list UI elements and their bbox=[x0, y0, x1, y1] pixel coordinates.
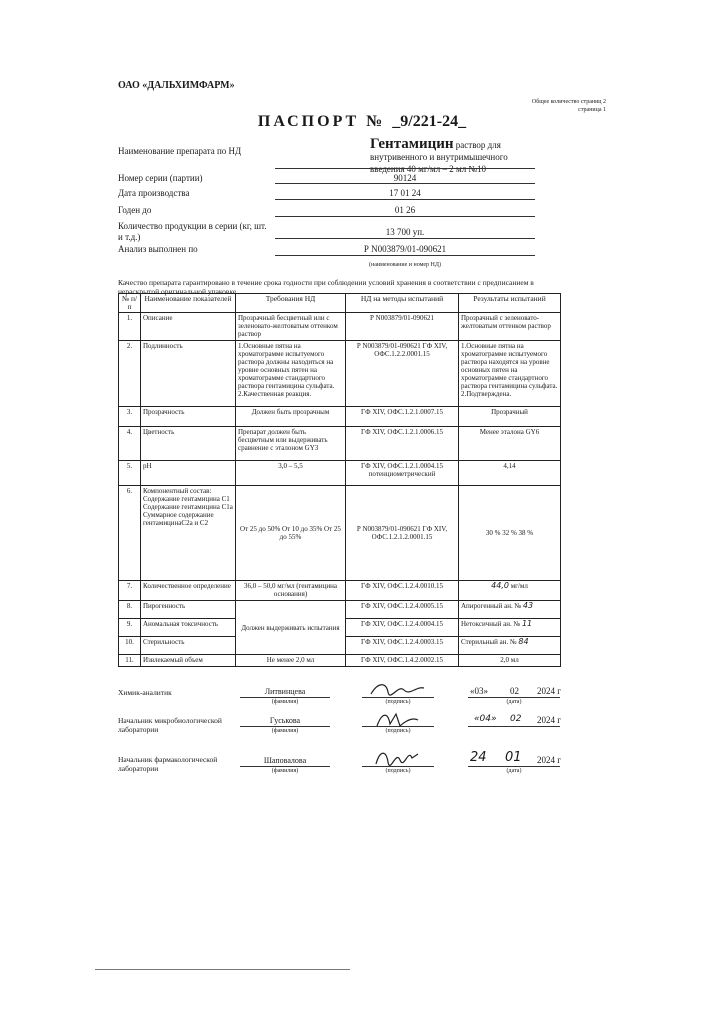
quality-note: Качество препарата гарантировано в течение срока годности при соблюдении условий хранения в соответствии с предписанием в нераскрытой оригинальной упаковке. bbox=[118, 278, 534, 296]
row-name: Аномальная токсичность bbox=[141, 619, 236, 637]
row-result bbox=[459, 619, 561, 637]
table-row bbox=[119, 486, 561, 581]
title-prefix: ПАСПОРТ № bbox=[257, 113, 386, 130]
row-method: ГФ XIV, ОФС.1.2.4.0003.15 bbox=[346, 637, 459, 655]
row-name: Описание bbox=[141, 313, 236, 341]
sig-month: 02 bbox=[510, 714, 522, 724]
result-text: Нетоксичный ан. № bbox=[461, 620, 521, 628]
row-name: Цветность bbox=[141, 427, 236, 461]
table-row bbox=[119, 313, 561, 341]
table-row bbox=[119, 655, 561, 667]
series-value: 90124 bbox=[393, 173, 417, 183]
bottom-line bbox=[95, 969, 350, 970]
name-label: Наименование препарата по НД bbox=[118, 146, 242, 156]
page-info bbox=[532, 98, 606, 114]
drug-description: раствор для внутривенного и внутримышечного введения 40 мг/мл – 2 мл №10 bbox=[370, 140, 508, 174]
row-method: ГФ XIV, ОФС.1.2.4.0010.15 bbox=[346, 581, 459, 601]
row-method: ГФ XIV, ОФС.1.2.1.0004.15 потенциометрический bbox=[346, 461, 459, 486]
row-number: 5. bbox=[119, 461, 141, 486]
row-requirement: Должен выдерживать испытания bbox=[236, 601, 346, 655]
row-number: 2. bbox=[119, 341, 141, 407]
row-requirement: Должен быть прозрачным bbox=[236, 407, 346, 427]
row-number: 3. bbox=[119, 407, 141, 427]
sig-role: Начальник микробиологической лаборатории bbox=[118, 716, 222, 734]
row-method: Р N003879/01-090621 ГФ XIV, ОФС.1.2.1.2.0001.15 bbox=[346, 486, 459, 581]
row-number: 11. bbox=[119, 655, 141, 667]
row-number: 8. bbox=[119, 601, 141, 619]
row-result bbox=[459, 581, 561, 601]
sig-role: Химик-аналитик bbox=[118, 688, 172, 697]
total-pages: Общее количество страниц 2 bbox=[531, 99, 606, 105]
qty-value: 13 700 уп. bbox=[385, 227, 425, 237]
row-requirement: 36,0 – 50,0 мг/мл (гентамицина основания) bbox=[236, 581, 346, 601]
series-label: Номер серии (партии) bbox=[118, 173, 203, 183]
table-row bbox=[119, 461, 561, 486]
drug-name: Гентамицин bbox=[370, 136, 454, 152]
table-row bbox=[119, 601, 561, 619]
sig-caption: (дата) bbox=[506, 699, 522, 705]
row-method: ГФ XIV, ОФС.1.2.4.0004.15 bbox=[346, 619, 459, 637]
row-result: 2,0 мл bbox=[459, 655, 561, 667]
row-result: Прозрачный bbox=[459, 407, 561, 427]
row-method: ГФ XIV, ОФС.1.4.2.0002.15 bbox=[346, 655, 459, 667]
sig-year: 2024 г bbox=[537, 755, 561, 765]
row-name: Компонентный состав: Содержание гентамицина C1 Содержание гентамицина C1a Суммарное содержание гентамицинаC2a и C2 bbox=[141, 486, 236, 581]
row-method: ГФ XIV, ОФС.1.2.1.0006.15 bbox=[346, 427, 459, 461]
sig-role: Начальник фармакологической лаборатории bbox=[118, 755, 218, 773]
row-number: 1. bbox=[119, 313, 141, 341]
row-number: 7. bbox=[119, 581, 141, 601]
row-requirement: 1.Основные пятна на хроматограмме испытуемого раствора должны находиться на уровне основных пятен на хроматограмме стандартного раствора гентамицина сульфата. 2.Качественная реакция. bbox=[236, 341, 346, 407]
row-result: Менее эталона GY6 bbox=[459, 427, 561, 461]
row-method: Р N003879/01-090621 bbox=[346, 313, 459, 341]
row-result: 1.Основные пятна на хроматограмме испытуемого раствора находятся на уровне основных пятен на хроматограмме стандартного раствора гентамицина сульфата. 2.Подтверждена. bbox=[459, 341, 561, 407]
qty-label: Количество продукции в серии (кг, шт. и т.д.) bbox=[118, 221, 267, 242]
row-name: Стерильность bbox=[141, 637, 236, 655]
sig-year: 2024 г bbox=[537, 686, 561, 696]
sig-caption: (фамилия) bbox=[271, 768, 299, 774]
sig-caption: (фамилия) bbox=[271, 728, 299, 734]
col-name: Наименование показателей bbox=[141, 294, 236, 313]
signature-icon bbox=[372, 744, 422, 768]
analysis-label: Анализ выполнен по bbox=[118, 244, 198, 254]
test-results-table bbox=[118, 293, 561, 667]
sig-caption: (подпись) bbox=[385, 699, 411, 705]
sig-day: 24 bbox=[470, 750, 487, 765]
qty-unit: мг/мл bbox=[510, 582, 528, 590]
sig-caption: (дата) bbox=[506, 768, 522, 774]
result-text: Апирогенный ан. № bbox=[461, 602, 522, 610]
expiry-date: 01 26 bbox=[394, 205, 416, 215]
sig-day: «03» bbox=[470, 686, 488, 696]
page-number: страница 1 bbox=[578, 107, 606, 113]
row-name: Подлинность bbox=[141, 341, 236, 407]
drug-block bbox=[370, 138, 540, 175]
row-method: Р N003879/01-090621 ГФ XIV, ОФС.1.2.2.0001.15 bbox=[346, 341, 459, 407]
date-label: Дата производства bbox=[118, 188, 190, 198]
row-requirement: Препарат должен быть бесцветным или выдерживать сравнение с эталоном GY3 bbox=[236, 427, 346, 461]
table-row bbox=[119, 341, 561, 407]
col-results: Результаты испытаний bbox=[459, 294, 561, 313]
analysis-note: (наименование и номер НД) bbox=[369, 262, 441, 268]
row-name: Пирогенность bbox=[141, 601, 236, 619]
table-row bbox=[119, 581, 561, 601]
row-result: Прозрачный с зеленовато-желтоватым оттенком раствор bbox=[459, 313, 561, 341]
row-number: 4. bbox=[119, 427, 141, 461]
table-row bbox=[119, 427, 561, 461]
row-name: Извлекаемый объем bbox=[141, 655, 236, 667]
col-requirements: Требования НД bbox=[236, 294, 346, 313]
row-result bbox=[459, 637, 561, 655]
sig-year: 2024 г bbox=[537, 715, 561, 725]
row-requirement: Не менее 2,0 мл bbox=[236, 655, 346, 667]
sig-caption: (подпись) bbox=[385, 768, 411, 774]
sig-caption: (подпись) bbox=[385, 728, 411, 734]
hand-tox: 11 bbox=[521, 619, 533, 628]
company-name: ОАО «ДАЛЬХИМФАРМ» bbox=[118, 80, 235, 91]
row-requirement: Прозрачный бесцветный или с зеленовато-желтоватым оттенком раствор bbox=[236, 313, 346, 341]
analysis-value: Р N003879/01-090621 bbox=[363, 244, 447, 254]
result-text: Стерильный ан. № bbox=[461, 638, 517, 646]
row-name: pH bbox=[141, 461, 236, 486]
sig-name: Шаповалова bbox=[263, 756, 307, 765]
passport-number: _9/221-24_ bbox=[392, 113, 467, 130]
sig-month: 02 bbox=[510, 686, 519, 696]
row-number: 6. bbox=[119, 486, 141, 581]
hand-pyro: 43 bbox=[522, 601, 534, 610]
document-title bbox=[0, 113, 724, 131]
sig-month: 01 bbox=[505, 750, 522, 765]
row-result: 4,14 bbox=[459, 461, 561, 486]
row-result: 30 % 32 % 38 % bbox=[459, 486, 561, 581]
row-requirement: 3,0 – 5,5 bbox=[236, 461, 346, 486]
row-method: ГФ XIV, ОФС.1.2.4.0005.15 bbox=[346, 601, 459, 619]
hand-ster: 84 bbox=[518, 637, 529, 646]
row-name: Прозрачность bbox=[141, 407, 236, 427]
sig-caption: (фамилия) bbox=[271, 699, 299, 705]
row-number: 9. bbox=[119, 619, 141, 637]
expiry-label: Годен до bbox=[118, 205, 152, 215]
row-requirement: От 25 до 50% От 10 до 35% От 25 до 55% bbox=[236, 486, 346, 581]
table-header-row bbox=[119, 294, 561, 313]
col-methods: НД на методы испытаний bbox=[346, 294, 459, 313]
sig-name: Литвинцева bbox=[264, 687, 306, 696]
table-row bbox=[119, 407, 561, 427]
row-method: ГФ XIV, ОФС.1.2.1.0007.15 bbox=[346, 407, 459, 427]
hand-qty: 44,0 bbox=[491, 581, 509, 590]
sig-day: «04» bbox=[474, 714, 497, 724]
col-number: № п/п bbox=[119, 294, 141, 313]
row-result bbox=[459, 601, 561, 619]
row-name: Количественное определение bbox=[141, 581, 236, 601]
production-date: 17 01 24 bbox=[389, 188, 421, 198]
sig-name: Гуськова bbox=[269, 716, 301, 725]
row-number: 10. bbox=[119, 637, 141, 655]
